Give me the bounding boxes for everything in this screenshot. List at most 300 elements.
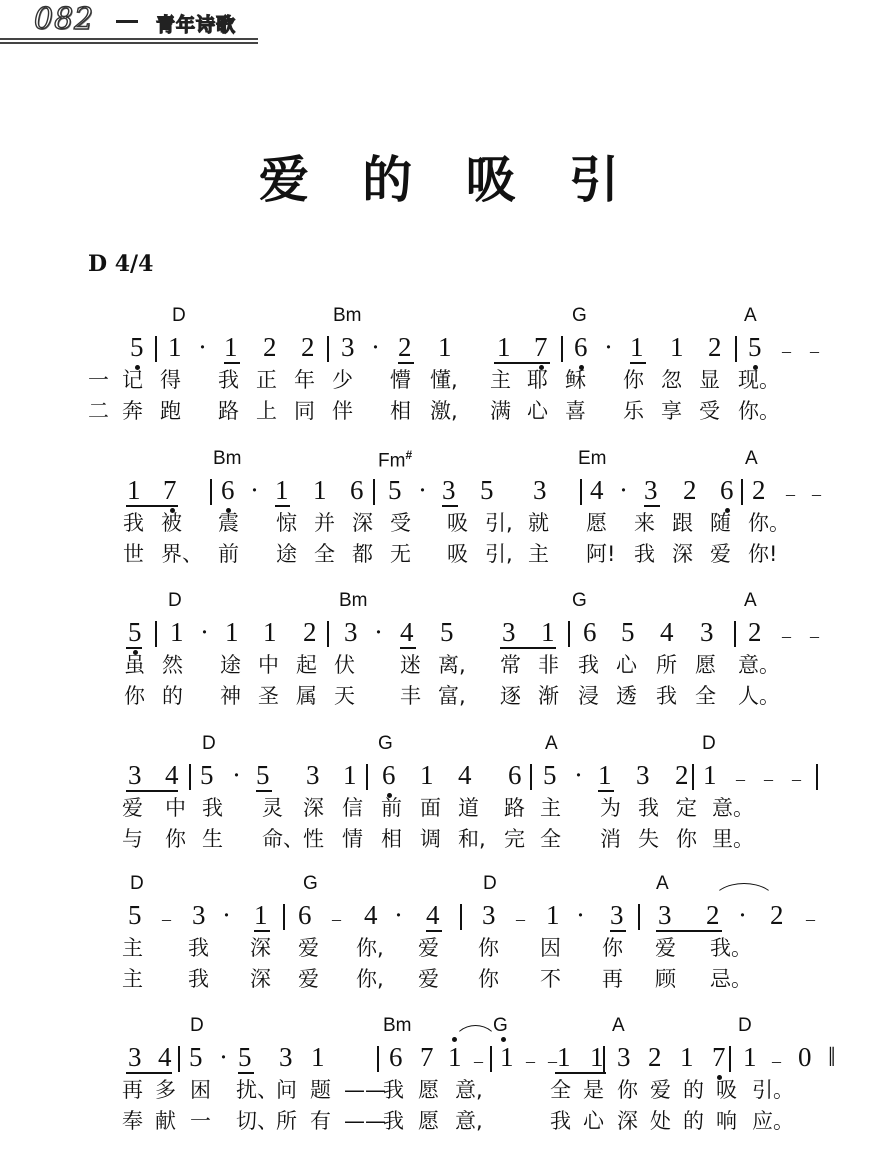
lyric-verse-2: 奔	[122, 399, 143, 423]
lyric-verse-1: 得	[160, 368, 181, 392]
lyric-verse-1: 爱	[650, 1078, 671, 1102]
jianpu-note: 3	[700, 617, 714, 647]
lyric-verse-1: 我	[202, 796, 223, 820]
jianpu-note: 3	[128, 760, 142, 790]
duration-underline	[644, 505, 660, 507]
lyric-verse-2: 透	[616, 684, 637, 708]
jianpu-note: ·	[604, 332, 613, 362]
jianpu-note: 1	[263, 617, 277, 647]
chord-symbol: D	[702, 733, 716, 754]
chord-symbol: D	[190, 1015, 204, 1036]
lyric-verse-2: 处	[650, 1109, 671, 1133]
chord-symbol: A	[656, 873, 669, 894]
chord-symbol: D	[168, 590, 182, 611]
chord-symbol: Fm#	[378, 448, 413, 472]
barline	[580, 479, 582, 505]
jianpu-note: 3	[344, 617, 358, 647]
lyric-verse-1: 虽	[124, 653, 145, 677]
lyric-verse-2: 引,	[485, 542, 513, 566]
jianpu-note: –	[516, 909, 525, 929]
jianpu-note: 0	[798, 1042, 812, 1072]
jianpu-note: 1	[225, 617, 239, 647]
jianpu-note: 1	[500, 1042, 514, 1072]
lyric-verse-2: 属	[296, 684, 317, 708]
lyric-verse-1: 爱	[298, 936, 319, 960]
lyric-verse-1: 愿	[418, 1078, 439, 1102]
jianpu-note: 5	[238, 1042, 252, 1072]
jianpu-note: 1	[590, 1042, 604, 1072]
jianpu-note: ·	[222, 900, 231, 930]
lyric-verse-2: 阿!	[586, 542, 616, 566]
lyric-verse-1: 爱	[122, 796, 143, 820]
jianpu-note: 5	[189, 1042, 203, 1072]
header-rule	[0, 42, 258, 44]
lyric-verse-2: 跑	[160, 399, 181, 423]
jianpu-note: –	[782, 626, 791, 646]
jianpu-note: 4	[458, 760, 472, 790]
lyric-verse-2: 丰	[400, 684, 421, 708]
lyric-verse-2: 生	[202, 827, 223, 851]
lyric-verse-2: 途	[276, 542, 297, 566]
lyric-verse-1: 是	[583, 1078, 604, 1102]
jianpu-note: 1	[311, 1042, 325, 1072]
lyric-verse-2: 路	[218, 399, 239, 423]
lyric-verse-1: 深	[352, 511, 373, 535]
jianpu-note: 4	[426, 900, 440, 930]
chord-symbol: A	[612, 1015, 625, 1036]
lyric-verse-2: 深	[250, 967, 271, 991]
chord-symbol: G	[572, 305, 587, 326]
chord-symbol: Bm	[339, 590, 368, 611]
lyric-verse-2: 二	[88, 399, 109, 423]
barline	[178, 1046, 180, 1072]
lyric-verse-2: 全	[695, 684, 716, 708]
jianpu-note: 2	[683, 475, 697, 505]
lyric-verse-1: 问	[276, 1078, 297, 1102]
lyric-verse-1: 扰、	[236, 1078, 278, 1102]
jianpu-note: 3	[482, 900, 496, 930]
jianpu-note: 3	[279, 1042, 293, 1072]
lyric-verse-1: 你	[617, 1078, 638, 1102]
jianpu-note: 5	[621, 617, 635, 647]
barline	[490, 1046, 492, 1072]
jianpu-note: 3	[533, 475, 547, 505]
jianpu-note: 5	[388, 475, 402, 505]
jianpu-note: ·	[200, 617, 209, 647]
lyric-verse-1: 意。	[712, 796, 754, 820]
jianpu-note: 6	[382, 760, 396, 790]
lyric-verse-1: 全	[550, 1078, 571, 1102]
jianpu-note: 1	[170, 617, 184, 647]
duration-underline	[398, 362, 414, 364]
jianpu-note: –	[810, 626, 819, 646]
jianpu-note: 7	[534, 332, 548, 362]
jianpu-note: 1	[680, 1042, 694, 1072]
lyric-verse-1: ——	[344, 1078, 386, 1102]
jianpu-note: 1	[546, 900, 560, 930]
jianpu-note: 3	[128, 1042, 142, 1072]
lyric-verse-1: 我	[123, 511, 144, 535]
jianpu-note: ·	[576, 900, 585, 930]
jianpu-note: 5	[256, 760, 270, 790]
jianpu-note: 4	[400, 617, 414, 647]
lyric-verse-2: 里。	[712, 827, 754, 851]
lyric-verse-1: 惊	[276, 511, 297, 535]
barline	[741, 479, 743, 505]
jianpu-note: 3	[644, 475, 658, 505]
barline	[366, 764, 368, 790]
lyric-verse-1: 稣	[565, 368, 586, 392]
lyric-verse-2: 失	[638, 827, 659, 851]
barline	[530, 764, 532, 790]
duration-underline	[126, 790, 178, 792]
lyric-verse-1: 路	[504, 796, 525, 820]
lyric-verse-1: 离,	[438, 653, 466, 677]
lyric-verse-1: 震	[218, 511, 239, 535]
jianpu-note: 5	[130, 332, 144, 362]
barline	[189, 764, 191, 790]
lyric-verse-2: ——	[344, 1109, 386, 1133]
lyric-verse-1: 你,	[356, 936, 384, 960]
jianpu-note: 3	[636, 760, 650, 790]
barline	[568, 621, 570, 647]
jianpu-note: ·	[250, 475, 259, 505]
lyric-verse-2: 上	[256, 399, 277, 423]
jianpu-note: 1	[275, 475, 289, 505]
duration-underline	[494, 362, 550, 364]
lyric-verse-2: 世	[123, 542, 144, 566]
lyric-verse-1: 来	[634, 511, 655, 535]
key-time-signature: D 4/4	[88, 251, 154, 277]
lyric-verse-2: 主	[122, 967, 143, 991]
chord-symbol: D	[483, 873, 497, 894]
barline	[155, 621, 157, 647]
lyric-verse-1: 你	[478, 936, 499, 960]
chord-symbol: D	[130, 873, 144, 894]
lyric-verse-1: 非	[538, 653, 559, 677]
lyric-verse-1: 耶	[527, 368, 548, 392]
lyric-verse-1: 记	[122, 368, 143, 392]
lyric-verse-1: 引,	[485, 511, 513, 535]
lyric-verse-1: 受	[390, 511, 411, 535]
chord-symbol: G	[493, 1015, 508, 1036]
duration-underline	[275, 505, 290, 507]
lyric-verse-1: 正	[256, 368, 277, 392]
jianpu-note: 5	[543, 760, 557, 790]
lyric-verse-1: 愿	[695, 653, 716, 677]
duration-underline	[238, 1072, 254, 1074]
lyric-verse-2: 相	[390, 399, 411, 423]
song-title: 爱 的 吸 引	[258, 151, 638, 209]
jianpu-note: 1	[598, 760, 612, 790]
lyric-verse-1: 你	[602, 936, 623, 960]
lyric-verse-2: 有	[310, 1109, 331, 1133]
lyric-verse-2: 神	[220, 684, 241, 708]
barline	[638, 904, 640, 930]
lyric-verse-1: 为	[600, 796, 621, 820]
jianpu-note: 6	[508, 760, 522, 790]
chord-symbol: Bm	[383, 1015, 412, 1036]
jianpu-note: 1	[168, 332, 182, 362]
lyric-verse-1: 我	[638, 796, 659, 820]
lyric-verse-2: 切、	[236, 1109, 278, 1133]
barline	[603, 1046, 605, 1072]
lyric-verse-1: 吸	[447, 511, 468, 535]
lyric-verse-1: 因	[540, 936, 561, 960]
chord-symbol: G	[572, 590, 587, 611]
lyric-verse-2: 全	[314, 542, 335, 566]
lyric-verse-1: 我	[188, 936, 209, 960]
jianpu-note: 1	[254, 900, 268, 930]
jianpu-note: ·	[371, 332, 380, 362]
lyric-verse-1: 吸	[716, 1078, 737, 1102]
jianpu-note: 1	[313, 475, 327, 505]
lyric-verse-2: 情	[342, 827, 363, 851]
lyric-verse-2: 心	[583, 1109, 604, 1133]
lyric-verse-2: 调	[420, 827, 441, 851]
jianpu-note: –	[474, 1051, 483, 1071]
jianpu-note: –	[332, 909, 341, 929]
lyric-verse-2: 我	[188, 967, 209, 991]
duration-underline	[256, 790, 272, 792]
jianpu-note: –	[810, 341, 819, 361]
jianpu-note: 3	[306, 760, 320, 790]
jianpu-note: 4	[158, 1042, 172, 1072]
jianpu-note: –	[548, 1051, 557, 1071]
lyric-verse-1: 深	[303, 796, 324, 820]
chord-symbol: G	[378, 733, 393, 754]
lyric-verse-2: 忌。	[710, 967, 752, 991]
jianpu-note: –	[812, 484, 821, 504]
octave-dot-above	[501, 1037, 506, 1042]
lyric-verse-2: 圣	[258, 684, 279, 708]
jianpu-note: 6	[574, 332, 588, 362]
jianpu-note: 1	[420, 760, 434, 790]
lyric-verse-2: 再	[602, 967, 623, 991]
lyric-verse-1: 题	[310, 1078, 331, 1102]
lyric-verse-2: 你	[124, 684, 145, 708]
lyric-verse-1: 被	[161, 511, 182, 535]
lyric-verse-1: 愿	[586, 511, 607, 535]
jianpu-note: 6	[298, 900, 312, 930]
chord-symbol: D	[202, 733, 216, 754]
jianpu-note: 2	[398, 332, 412, 362]
lyric-verse-2: 相	[381, 827, 402, 851]
jianpu-note: 3	[192, 900, 206, 930]
lyric-verse-2: 你	[676, 827, 697, 851]
duration-underline	[598, 790, 614, 792]
lyric-verse-1: 所	[656, 653, 677, 677]
jianpu-note: 1	[670, 332, 684, 362]
lyric-verse-2: 无	[390, 542, 411, 566]
lyric-verse-1: 并	[314, 511, 335, 535]
header-rule	[0, 38, 258, 40]
lyric-verse-1: 我	[383, 1078, 404, 1102]
lyric-verse-2: 奉	[122, 1109, 143, 1133]
barline	[210, 479, 212, 505]
lyric-verse-1: 少	[332, 368, 353, 392]
lyric-verse-2: 一	[190, 1109, 211, 1133]
lyric-verse-2: 深	[617, 1109, 638, 1133]
duration-underline	[224, 362, 240, 364]
barline	[327, 336, 329, 362]
jianpu-note: 2	[706, 900, 720, 930]
lyric-verse-2: 你,	[356, 967, 384, 991]
lyric-verse-2: 和,	[458, 827, 486, 851]
jianpu-note: 6	[389, 1042, 403, 1072]
jianpu-note: 2	[675, 760, 689, 790]
jianpu-note: 2	[263, 332, 277, 362]
barline	[735, 336, 737, 362]
jianpu-note: 3	[610, 900, 624, 930]
lyric-verse-2: 你。	[738, 399, 780, 423]
lyric-verse-1: 爱	[655, 936, 676, 960]
lyric-verse-2: 响	[716, 1109, 737, 1133]
jianpu-note: 1	[448, 1042, 462, 1072]
lyric-verse-2: 爱	[710, 542, 731, 566]
chord-symbol: A	[744, 590, 757, 611]
jianpu-note: ·	[738, 900, 747, 930]
lyric-verse-2: 完	[504, 827, 525, 851]
jianpu-note: 2	[708, 332, 722, 362]
lyric-verse-1: 再	[122, 1078, 143, 1102]
jianpu-note: 4	[364, 900, 378, 930]
lyric-verse-1: 然	[162, 653, 183, 677]
jianpu-note: ·	[374, 617, 383, 647]
chord-symbol: A	[745, 448, 758, 469]
tie-slur	[453, 1025, 498, 1044]
jianpu-note: 1	[343, 760, 357, 790]
lyric-verse-1: 的	[683, 1078, 704, 1102]
lyric-verse-1: 前	[381, 796, 402, 820]
duration-underline	[442, 505, 458, 507]
lyric-verse-2: 爱	[298, 967, 319, 991]
lyric-verse-2: 爱	[418, 967, 439, 991]
lyric-verse-2: 人。	[738, 684, 780, 708]
jianpu-note: 2	[301, 332, 315, 362]
chord-symbol: A	[744, 305, 757, 326]
duration-underline	[630, 362, 646, 364]
chord-symbol: A	[545, 733, 558, 754]
duration-underline	[610, 930, 626, 932]
lyric-verse-2: 全	[540, 827, 561, 851]
jianpu-note: 1	[224, 332, 238, 362]
lyric-verse-2: 应。	[752, 1109, 794, 1133]
jianpu-note: 1	[127, 475, 141, 505]
lyric-verse-2: 我	[383, 1109, 404, 1133]
lyric-verse-2: 顾	[655, 967, 676, 991]
lyric-verse-2: 主	[528, 542, 549, 566]
jianpu-note: 5	[200, 760, 214, 790]
chord-symbol: Bm	[333, 305, 362, 326]
book-title: 青年诗歌	[156, 14, 237, 36]
lyric-verse-2: 浸	[578, 684, 599, 708]
barline	[816, 764, 818, 790]
jianpu-note: 1	[557, 1042, 571, 1072]
lyric-verse-2: 献	[155, 1109, 176, 1133]
lyric-verse-1: 引。	[752, 1078, 794, 1102]
lyric-verse-1: 你	[623, 368, 644, 392]
lyric-verse-1: 懂,	[430, 368, 458, 392]
jianpu-note: ·	[418, 475, 427, 505]
jianpu-note: 6	[583, 617, 597, 647]
lyric-verse-1: 年	[294, 368, 315, 392]
lyric-verse-1: 途	[220, 653, 241, 677]
jianpu-note: ·	[619, 475, 628, 505]
lyric-verse-2: 富,	[438, 684, 466, 708]
lyric-verse-1: 主	[122, 936, 143, 960]
lyric-verse-1: 面	[420, 796, 441, 820]
lyric-verse-1: 显	[699, 368, 720, 392]
lyric-verse-2: 激,	[430, 399, 458, 423]
barline	[283, 904, 285, 930]
lyric-verse-2: 的	[162, 684, 183, 708]
barline	[460, 904, 462, 930]
lyric-verse-2: 愿	[418, 1109, 439, 1133]
jianpu-note: 7	[163, 475, 177, 505]
jianpu-note: 2	[303, 617, 317, 647]
lyric-verse-2: 心	[527, 399, 548, 423]
duration-underline	[126, 1072, 172, 1074]
lyric-verse-1: 我	[578, 653, 599, 677]
lyric-verse-2: 乐	[623, 399, 644, 423]
lyric-verse-2: 的	[683, 1109, 704, 1133]
lyric-verse-2: 意,	[455, 1109, 483, 1133]
lyric-verse-1: 起	[296, 653, 317, 677]
lyric-verse-1: 心	[616, 653, 637, 677]
jianpu-note: 2	[770, 900, 784, 930]
jianpu-note: 1	[497, 332, 511, 362]
lyric-verse-2: 命、	[262, 827, 304, 851]
lyric-verse-2: 同	[294, 399, 315, 423]
lyric-verse-2: 我	[656, 684, 677, 708]
lyric-verse-2: 所	[276, 1109, 297, 1133]
lyric-verse-1: 深	[250, 936, 271, 960]
lyric-verse-2: 你!	[748, 542, 778, 566]
jianpu-note: –	[526, 1051, 535, 1071]
lyric-verse-2: 与	[122, 827, 143, 851]
lyric-verse-1: 随	[710, 511, 731, 535]
lyric-verse-1: 爱	[418, 936, 439, 960]
barline	[327, 621, 329, 647]
duration-underline	[426, 930, 442, 932]
jianpu-note: –	[792, 769, 801, 789]
chord-symbol: Bm	[213, 448, 242, 469]
jianpu-note: –	[772, 1051, 781, 1071]
lyric-verse-1: 信	[342, 796, 363, 820]
lyric-verse-1: 就	[528, 511, 549, 535]
lyric-verse-2: 性	[303, 827, 324, 851]
barline	[729, 1046, 731, 1072]
jianpu-note: –	[764, 769, 773, 789]
chord-symbol: Em	[578, 448, 607, 469]
jianpu-note: 3	[658, 900, 672, 930]
lyric-verse-1: 主	[540, 796, 561, 820]
lyric-verse-1: 我	[218, 368, 239, 392]
jianpu-note: 4	[165, 760, 179, 790]
lyric-verse-1: 现。	[738, 368, 780, 392]
barline	[373, 479, 375, 505]
page-number: 082	[34, 2, 95, 37]
lyric-verse-2: 享	[661, 399, 682, 423]
lyric-verse-2: 渐	[538, 684, 559, 708]
lyric-verse-1: 我。	[710, 936, 752, 960]
jianpu-note: 5	[480, 475, 494, 505]
jianpu-note: –	[736, 769, 745, 789]
lyric-verse-2: 我	[550, 1109, 571, 1133]
jianpu-note: 4	[660, 617, 674, 647]
lyric-verse-1: 意,	[455, 1078, 483, 1102]
